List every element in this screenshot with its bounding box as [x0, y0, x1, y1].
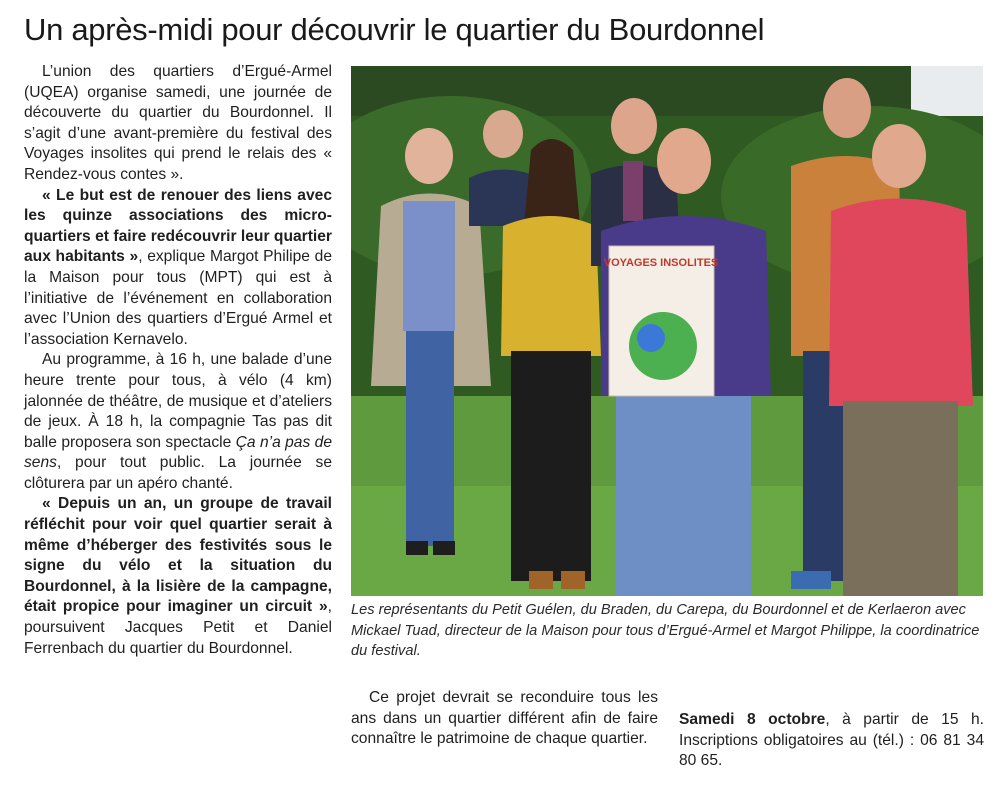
quote-attribution-2: , poursuivent Jacques Petit et Daniel Ferrenbach du quartier du Bourdonnel. — [24, 598, 332, 657]
quote-bold-2: « Depuis un an, un groupe de travail réfléchit pour voir quel quartier serait à même d’héberger des festivités sous le signe du vélo et la situation du Bourdonnel, à la lisière de la campagne, était propice pour imaginer un circuit » — [24, 495, 332, 616]
festival-poster — [604, 246, 719, 396]
article-column-left — [24, 62, 332, 659]
paragraph-quote-2 — [24, 494, 332, 659]
photo-caption — [351, 600, 983, 662]
paragraph-quote-1 — [24, 186, 332, 351]
article-column-right — [679, 710, 984, 772]
paragraph-intro: L’union des quartiers d’Ergué-Armel (UQEA) organise samedi, une journée de découverte du quartier du Bourdonnel. Il s’agit d’une avant-première du festival des Voyages insolites qui prend le relais des « Rendez-vous contes ». — [24, 63, 332, 183]
event-details: , à partir de 15 h. Inscriptions obligatoires au (tél.) : 06 81 34 80 65. — [679, 711, 984, 770]
quote-bold-1: « Le but est de renouer des liens avec les quinze associations des micro-quartiers et faire redécouvrir leur quartier aux habitants » — [24, 186, 332, 266]
caption-text: Les représentants du Petit Guélen, du Braden, du Carepa, du Bourdonnel et de Kerlaeron avec Mickael Tuad, directeur de la Maison pour tous d’Ergué-Armel et Margot Philippe, la coordinatrice du festival. — [351, 602, 980, 659]
programme-text-a: Au programme, à 16 h, une balade d’une heure trente pour tous, à vélo (4 km) jalonnée de théâtre, de musique et d’ateliers de jeux. À 18 h, la compagnie Tas pas dit balle proposera son spectacle — [24, 351, 332, 451]
article-headline: Un après-midi pour découvrir le quartier du Bourdonnel — [24, 12, 765, 47]
group-photo — [351, 66, 983, 596]
poster-title: VOYAGES INSOLITES — [603, 257, 719, 269]
paragraph-practical-info — [679, 710, 984, 772]
article-column-middle — [351, 688, 658, 750]
show-title: Ça n’a pas de sens — [24, 433, 332, 472]
event-date: Samedi 8 octobre — [679, 711, 826, 728]
programme-text-b: , pour tout public. La journée se clôturera par un apéro chanté. — [24, 454, 332, 492]
quote-attribution-1: , explique Margot Philipe de la Maison pour tous (MPT) qui est à l’initiative de l’événement en collaboration avec l’Union des quartiers d’Ergué Armel et l’association Kernavelo. — [24, 248, 332, 348]
paragraph-project: Ce projet devrait se reconduire tous les ans dans un quartier différent afin de faire connaître le patrimoine de chaque quartier. — [351, 689, 658, 748]
paragraph-programme — [24, 350, 332, 494]
